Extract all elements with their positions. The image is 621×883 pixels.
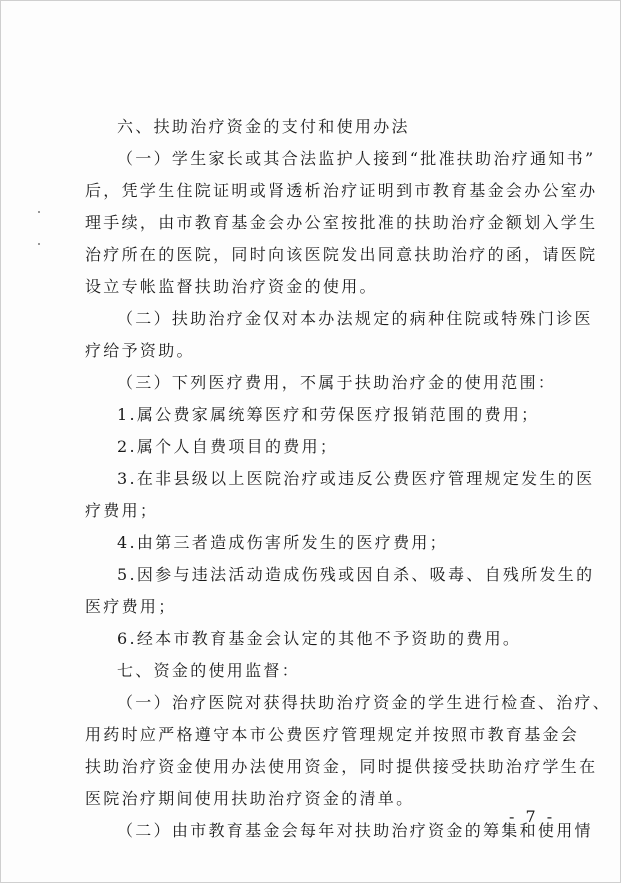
paragraph-line: 医院治疗期间使用扶助治疗资金的清单。 [85,789,415,808]
list-item-continuation: 医疗费用； [85,597,177,616]
section-heading-7: 七、资金的使用监督： [117,661,301,680]
paragraph-line: （一）学生家长或其合法监护人接到“批准扶助治疗通知书” [117,149,596,168]
scan-mark [38,211,40,213]
paragraph-line: （三）下列医疗费用，不属于扶助治疗金的使用范围： [117,373,557,392]
section-heading-6: 六、扶助治疗资金的支付和使用办法 [117,117,410,136]
page-number: - 7 - [509,807,556,826]
paragraph-line: 设立专帐监督扶助治疗资金的使用。 [85,277,378,296]
paragraph-line: 理手续，由市教育基金会办公室按批准的扶助治疗金额划入学生 [85,213,598,232]
paragraph-line: 用药时应严格遵守本市公费医疗管理规定并按照市教育基金会 [85,725,580,744]
list-item: 3.在非县级以上医院治疗或违反公费医疗管理规定发生的医 [117,469,595,488]
scan-mark [38,243,40,245]
list-item: 4.由第三者造成伤害所发生的医疗费用； [117,533,448,552]
list-item: 2.属个人自费项目的费用； [117,437,339,456]
paragraph-line: （二）扶助治疗金仅对本办法规定的病种住院或特殊门诊医 [117,309,593,328]
paragraph-line: 后，凭学生住院证明或肾透析治疗证明到市教育基金会办公室办 [85,181,598,200]
paragraph-line: （一）治疗医院对获得扶助治疗资金的学生进行检查、治疗、 [117,693,612,712]
paragraph-line: 扶助治疗资金使用办法使用资金，同时提供接受扶助治疗学生在 [85,757,598,776]
list-item: 5.因参与违法活动造成伤残或因自杀、吸毒、自残所发生的 [117,565,595,584]
paragraph-line: 疗给予资助。 [85,341,195,360]
paragraph-line: 治疗所在的医院，同时向该医院发出同意扶助治疗的函，请医院 [85,245,598,264]
list-item-continuation: 疗费用； [85,501,159,520]
list-item: 1.属公费家属统筹医疗和劳保医疗报销范围的费用； [117,405,540,424]
paragraph-line: （二）由市教育基金会每年对扶助治疗资金的筹集和使用情 [117,821,593,840]
list-item: 6.经本市教育基金会认定的其他不予资助的费用。 [117,629,522,648]
